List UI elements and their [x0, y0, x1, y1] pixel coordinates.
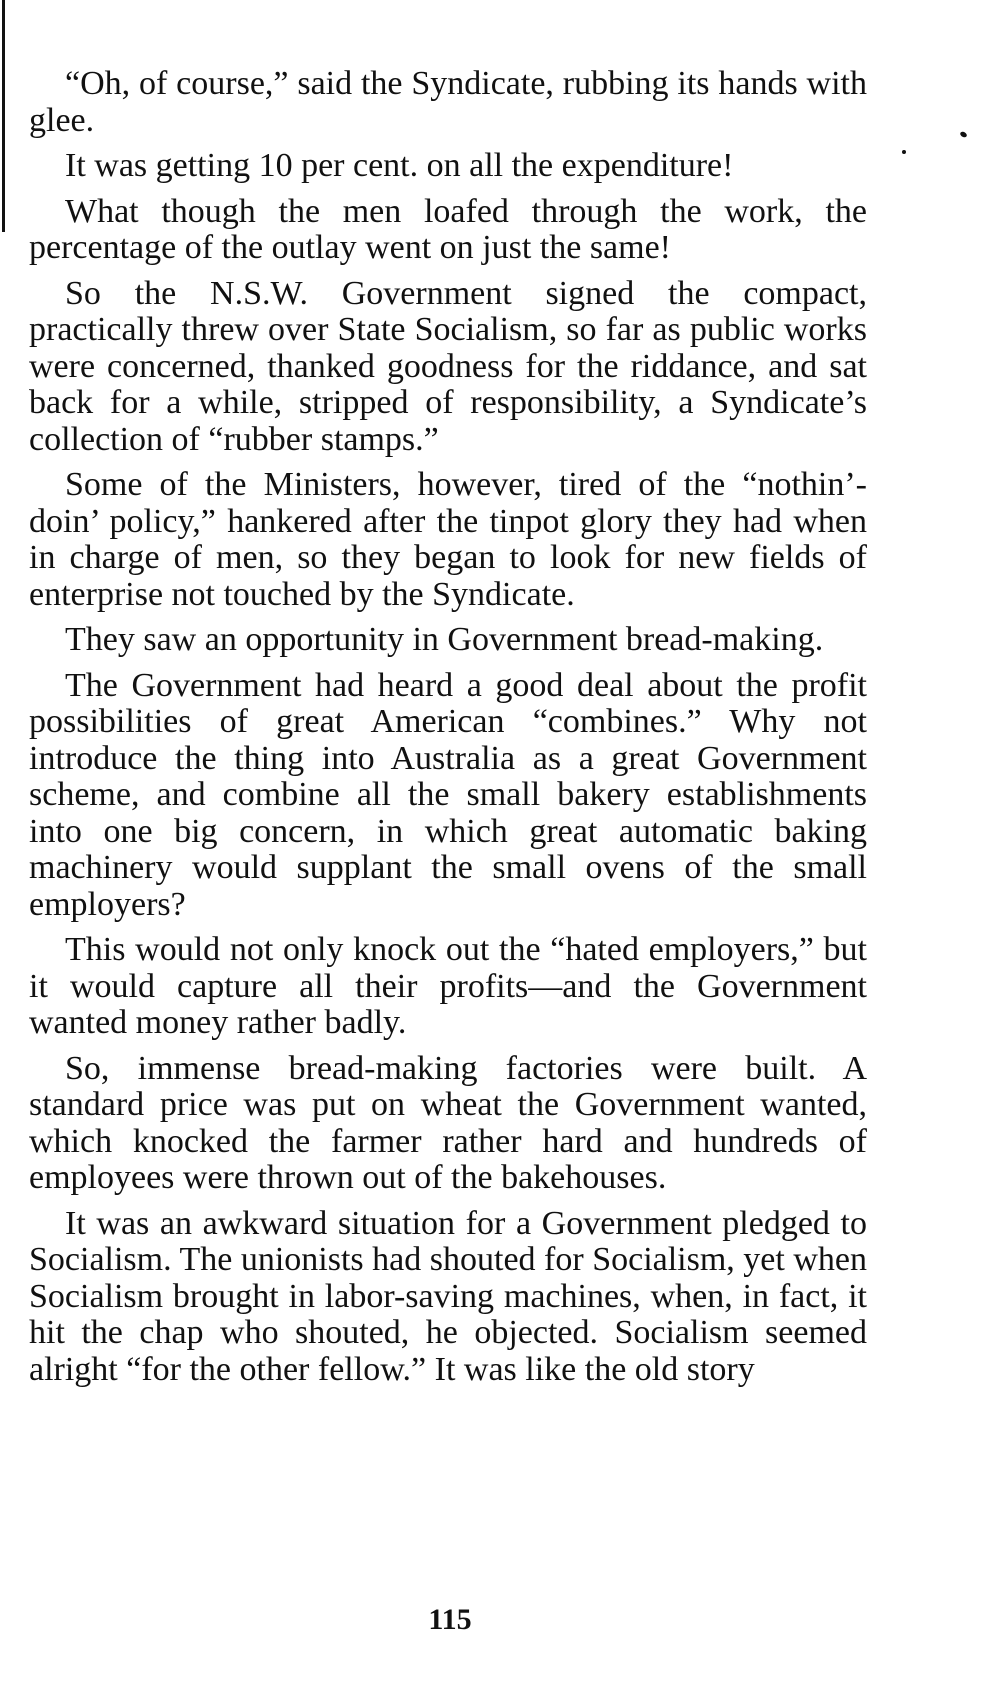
paragraph: It was getting 10 per cent. on all the expenditure! — [65, 147, 734, 184]
paragraph: So the N.S.W. Government signed the compact, practically threw over State Socialism, so far as public works were concerned, thanked goodness for the riddance, and sat back for a while, stripped of responsibility, a Syndicate’s collection of “rubber stamps.” — [29, 274, 867, 458]
paragraph: The Government had heard a good deal about the profit possibilities of great American “combines.” Why not introduce the thing into Australia as a great Government scheme, and combine all the small bakery establishments into one big concern, in which great automatic baking machinery would supplant the small ovens of the small employers? — [29, 666, 867, 923]
paragraph: They saw an opportunity in Government bread-making. — [65, 621, 824, 658]
scan-speck — [959, 131, 968, 139]
page-body — [29, 66, 867, 1397]
scan-margin-line — [2, 0, 5, 232]
paragraph: So, immense bread-making factories were built. A standard price was put on wheat the Government wanted, which knocked the farmer rather hard and hundreds of employees were thrown out of the bakehouses. — [29, 1049, 867, 1196]
paragraph: It was an awkward situation for a Government pledged to Socialism. The unionists had shouted for Socialism, yet when Socialism brought in labor-saving machines, when, in fact, it hit the chap who shouted, he objected. Socialism seemed alright “for the other fellow.” It was like the old story — [29, 1204, 867, 1388]
paragraph: What though the men loafed through the work, the percentage of the outlay went on just the same! — [29, 192, 867, 266]
paragraph: Some of the Ministers, however, tired of the “nothin’-doin’ policy,” hankered after the tinpot glory they had when in charge of men, so they began to look for new fields of enterprise not touched by the Syndicate. — [29, 466, 867, 613]
scan-speck — [902, 150, 906, 154]
paragraph: This would not only knock out the “hated employers,” but it would capture all their profits—and the Government wanted money rather badly. — [29, 931, 867, 1041]
paragraph: “Oh, of course,” said the Syndicate, rubbing its hands with glee. — [29, 65, 867, 139]
page-number: 115 — [428, 1603, 472, 1636]
